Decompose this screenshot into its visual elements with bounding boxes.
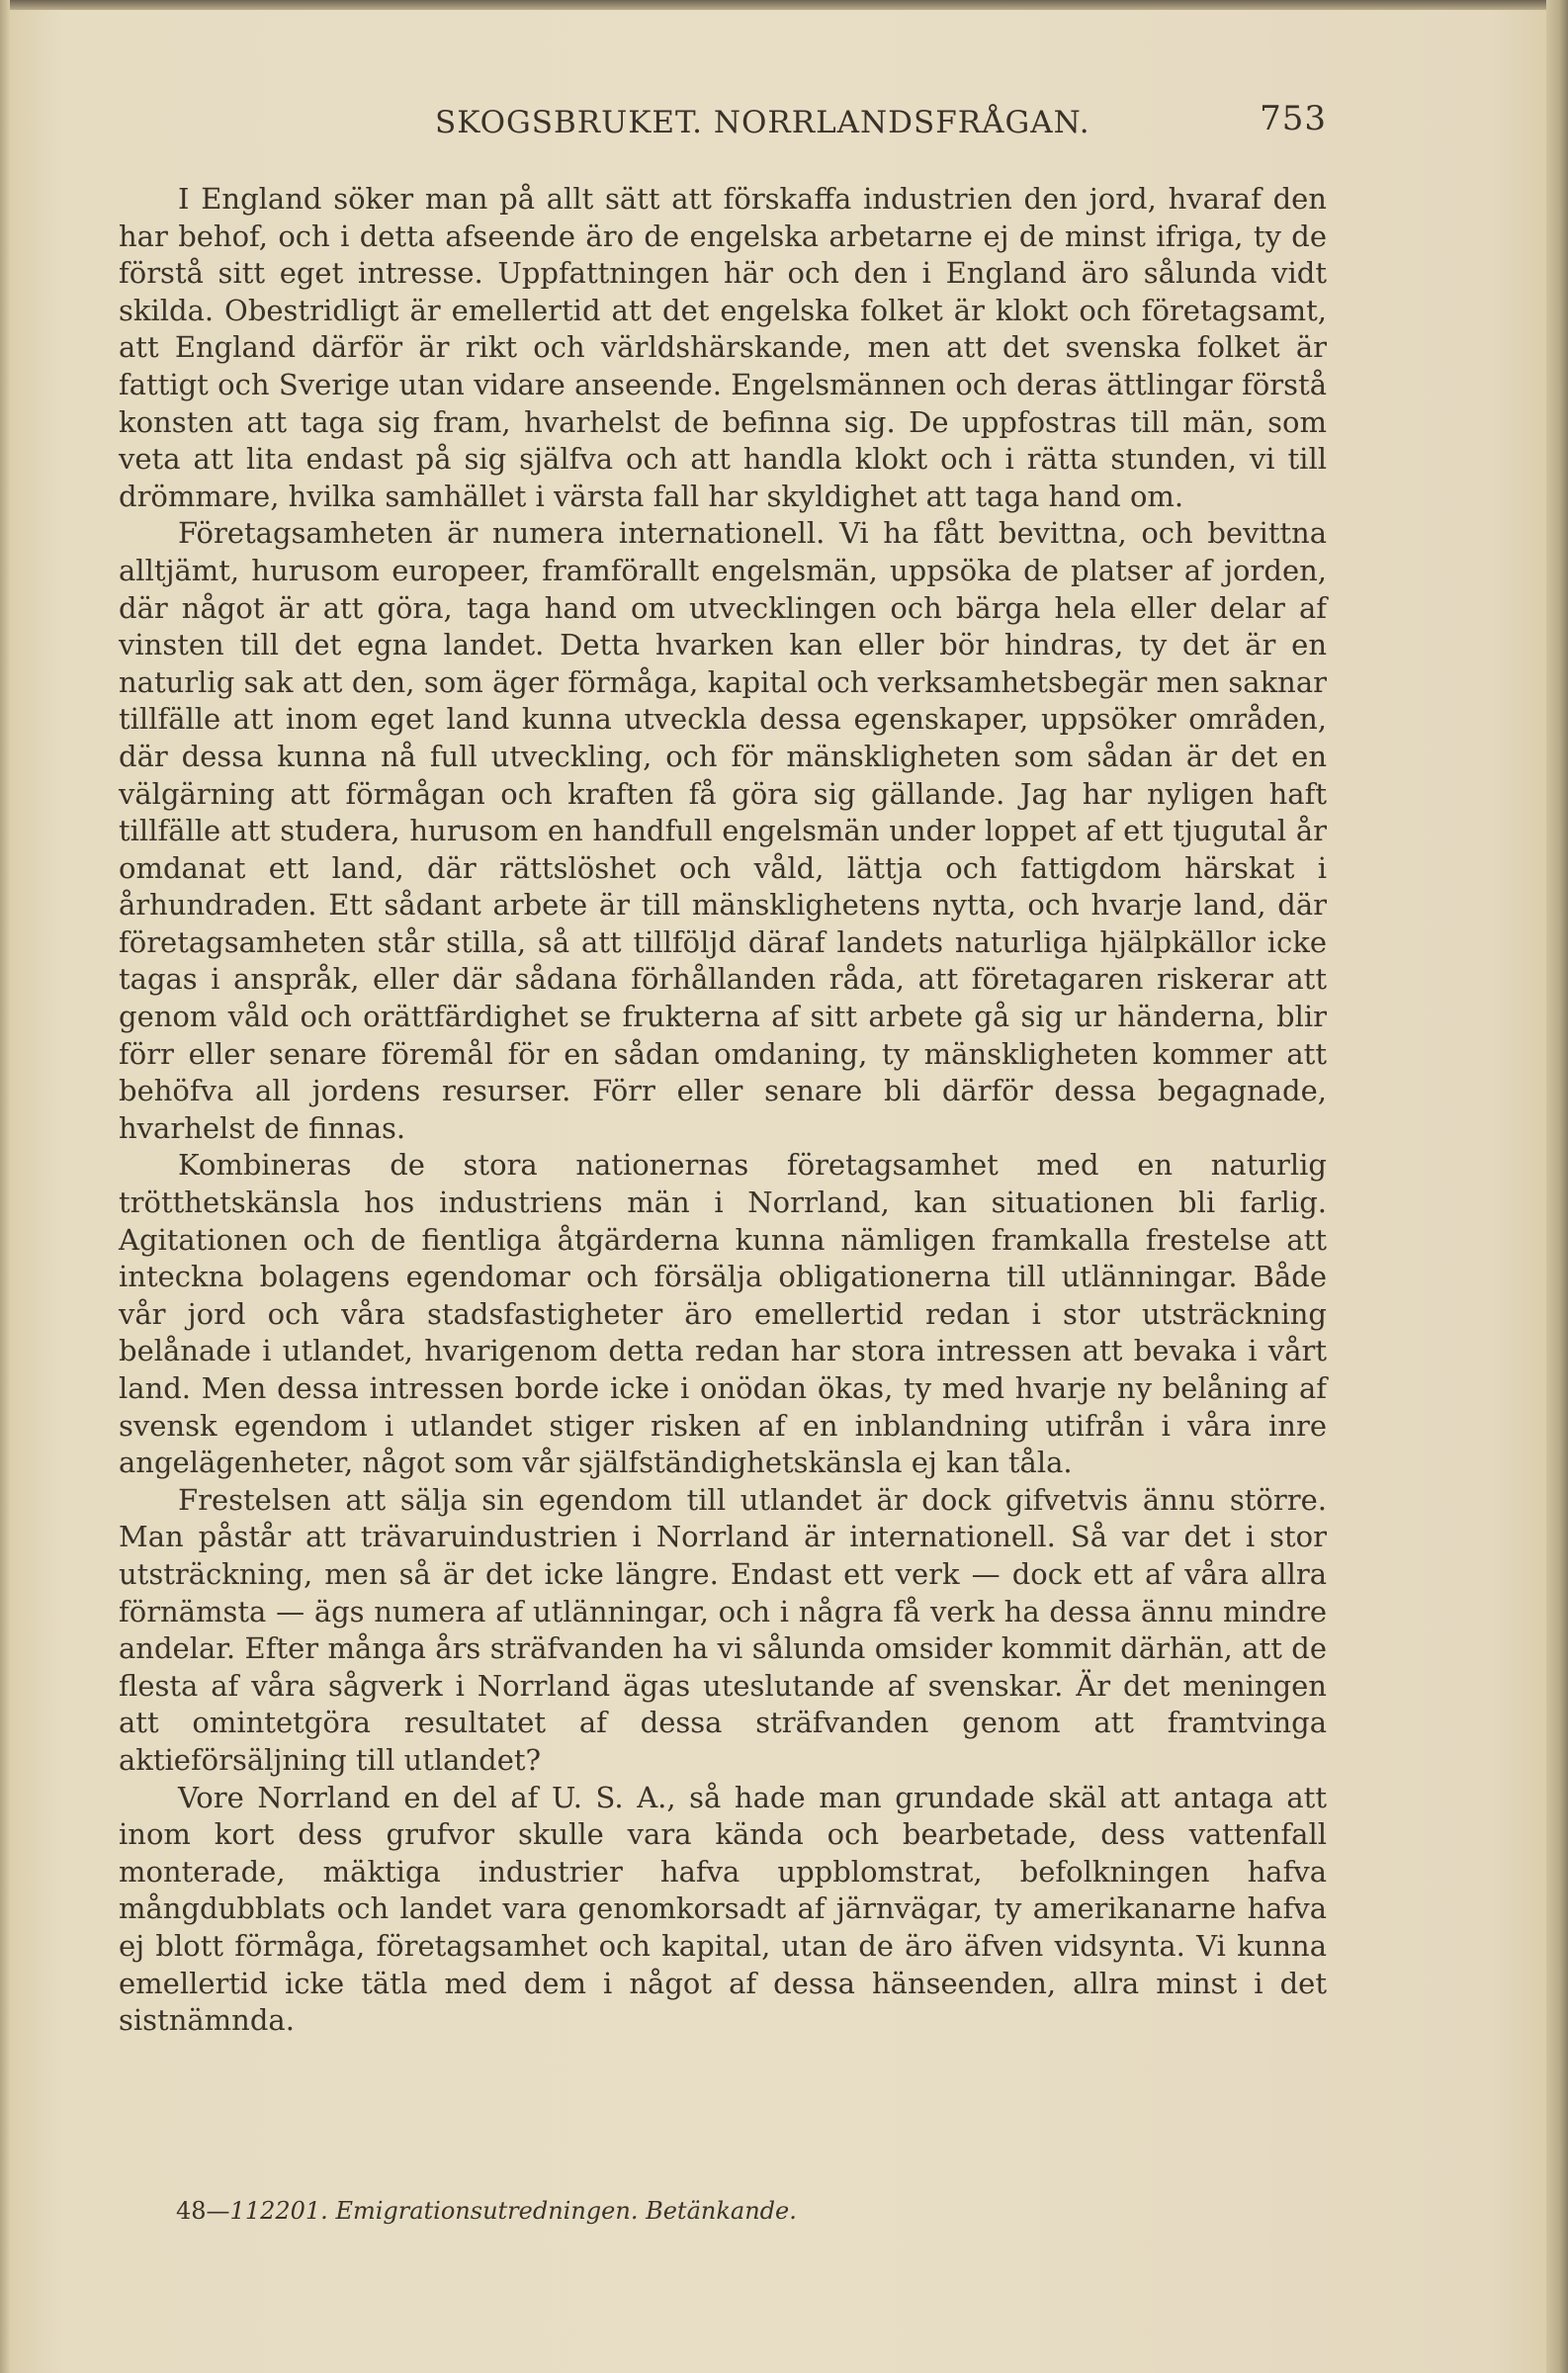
running-head-title: SKOGSBRUKET. NORRLANDSFRÅGAN.: [435, 105, 1090, 140]
paragraph-4: Frestelsen att sälja sin egendom till utlandet är dock gifvetvis ännu större. Man påstår att trävaruindustrien i Norrland är internationell. Så var det i stor utsträckning, men så är det icke längre. Endast ett verk — dock ett af våra allra förnämsta — ägs numera af utlänningar, och i några få verk ha dessa ännu mindre andelar. Efter många års sträfvanden ha vi sålunda omsider kommit därhän, att de flesta af våra sågverk i Norrland ägas uteslutande af svenskar. Är det meningen att omintetgöra resultatet af dessa sträfvanden genom att framtvinga aktieförsäljning till utlandet?: [119, 1482, 1327, 1777]
page-top-edge: [0, 0, 1568, 10]
body-text: [119, 181, 1327, 2040]
page-right-edge: [1546, 0, 1568, 2373]
paragraph-2: Företagsamheten är numera internationell. Vi ha fått bevittna, och bevittna alltjämt, hurusom europeer, framförallt engelsmän, uppsöka de platser af jorden, där något är att göra, taga hand om utvecklingen och bärga hela eller delar af vinsten till det egna landet. Detta hvarken kan eller bör hindras, ty det är en naturlig sak att den, som äger förmåga, kapital och verksamhetsbegär men saknar tillfälle att inom eget land kunna utveckla dessa egenskaper, uppsöker områden, där dessa kunna nå full utveckling, och för mänskligheten som sådan är det en välgärning att förmågan och kraften få göra sig gällande. Jag har nyligen haft tillfälle att studera, hurusom en handfull engelsmän under loppet af ett tjugutal år omdanat ett land, där rättslöshet och våld, lättja och fattigdom härskat i århundraden. Ett sådant arbete är till mänsklighetens nytta, och hvarje land, där företagsamheten står stilla, så att tillföljd däraf landets naturliga hjälpkällor icke tagas i anspråk, eller där sådana förhållanden råda, att företagaren riskerar att genom våld och orättfärdighet se frukterna af sitt arbete gå sig ur händerna, blir förr eller senare föremål för en sådan omdaning, ty mänskligheten kommer att behöfva all jordens resurser. Förr eller senare bli därför dessa begagnade, hvarhelst de finnas.: [119, 516, 1327, 1145]
signature-number: 48—: [176, 2197, 230, 2225]
footer-signature: [176, 2197, 797, 2225]
paragraph-5: Vore Norrland en del af U. S. A., så hade man grundade skäl att antaga att inom kort dess grufvor skulle vara kända och bearbetade, dess vattenfall monterade, mäktiga industrier hafva uppblomstrat, befolkningen hafva mångdubblats och landet vara genomkorsadt af järnvägar, ty amerikanarne hafva ej blott förmåga, företagsamhet och kapital, utan de äro äfven vidsynta. Vi kunna emellertid icke tätla med dem i något af dessa hänseenden, allra minst i det sistnämnda.: [119, 1780, 1327, 2038]
paragraph-3: Kombineras de stora nationernas företagsamhet med en naturlig trötthetskänsla hos industriens män i Norrland, kan situationen bli farlig. Agitationen och de fientliga åtgärderna kunna nämligen framkalla frestelse att inteckna bolagens egendomar och försälja obligationerna till utlänningar. Både vår jord och våra stadsfastigheter äro emellertid redan i stor utsträckning belånade i utlandet, hvarigenom detta redan har stora intressen att bevaka i vårt land. Men dessa intressen borde icke i onödan ökas, ty med hvarje ny belåning af svensk egendom i utlandet stiger risken af en inblandning utifrån i våra inre angelägenheter, något som vår själfständighetskänsla ej kan tåla.: [119, 1148, 1327, 1480]
print-number: 112201.: [229, 2197, 328, 2225]
page-left-edge: [0, 0, 10, 2373]
paragraph-1: I England söker man på allt sätt att förskaffa industrien den jord, hvaraf den har behof, och i detta afseende äro de engelska arbetarne ej de minst ifriga, ty de förstå sitt eget intresse. Uppfattningen här och den i England äro sålunda vidt skilda. Obestridligt är emellertid att det engelska folket är klokt och företagsamt, att England därför är rikt och världshärskande, men att det svenska folket är fattigt och Sverige utan vidare anseende. Engelsmännen och deras ättlingar förstå konsten att taga sig fram, hvarhelst de befinna sig. De uppfostras till män, som veta att lita endast på sig själfva och att handla klokt och i rätta stunden, vi till drömmare, hvilka samhället i värsta fall har skyldighet att taga hand om.: [119, 182, 1327, 513]
running-head: [119, 97, 1327, 146]
page-number: 753: [1260, 99, 1327, 138]
source-title: Emigrationsutredningen. Betänkande.: [335, 2197, 797, 2225]
